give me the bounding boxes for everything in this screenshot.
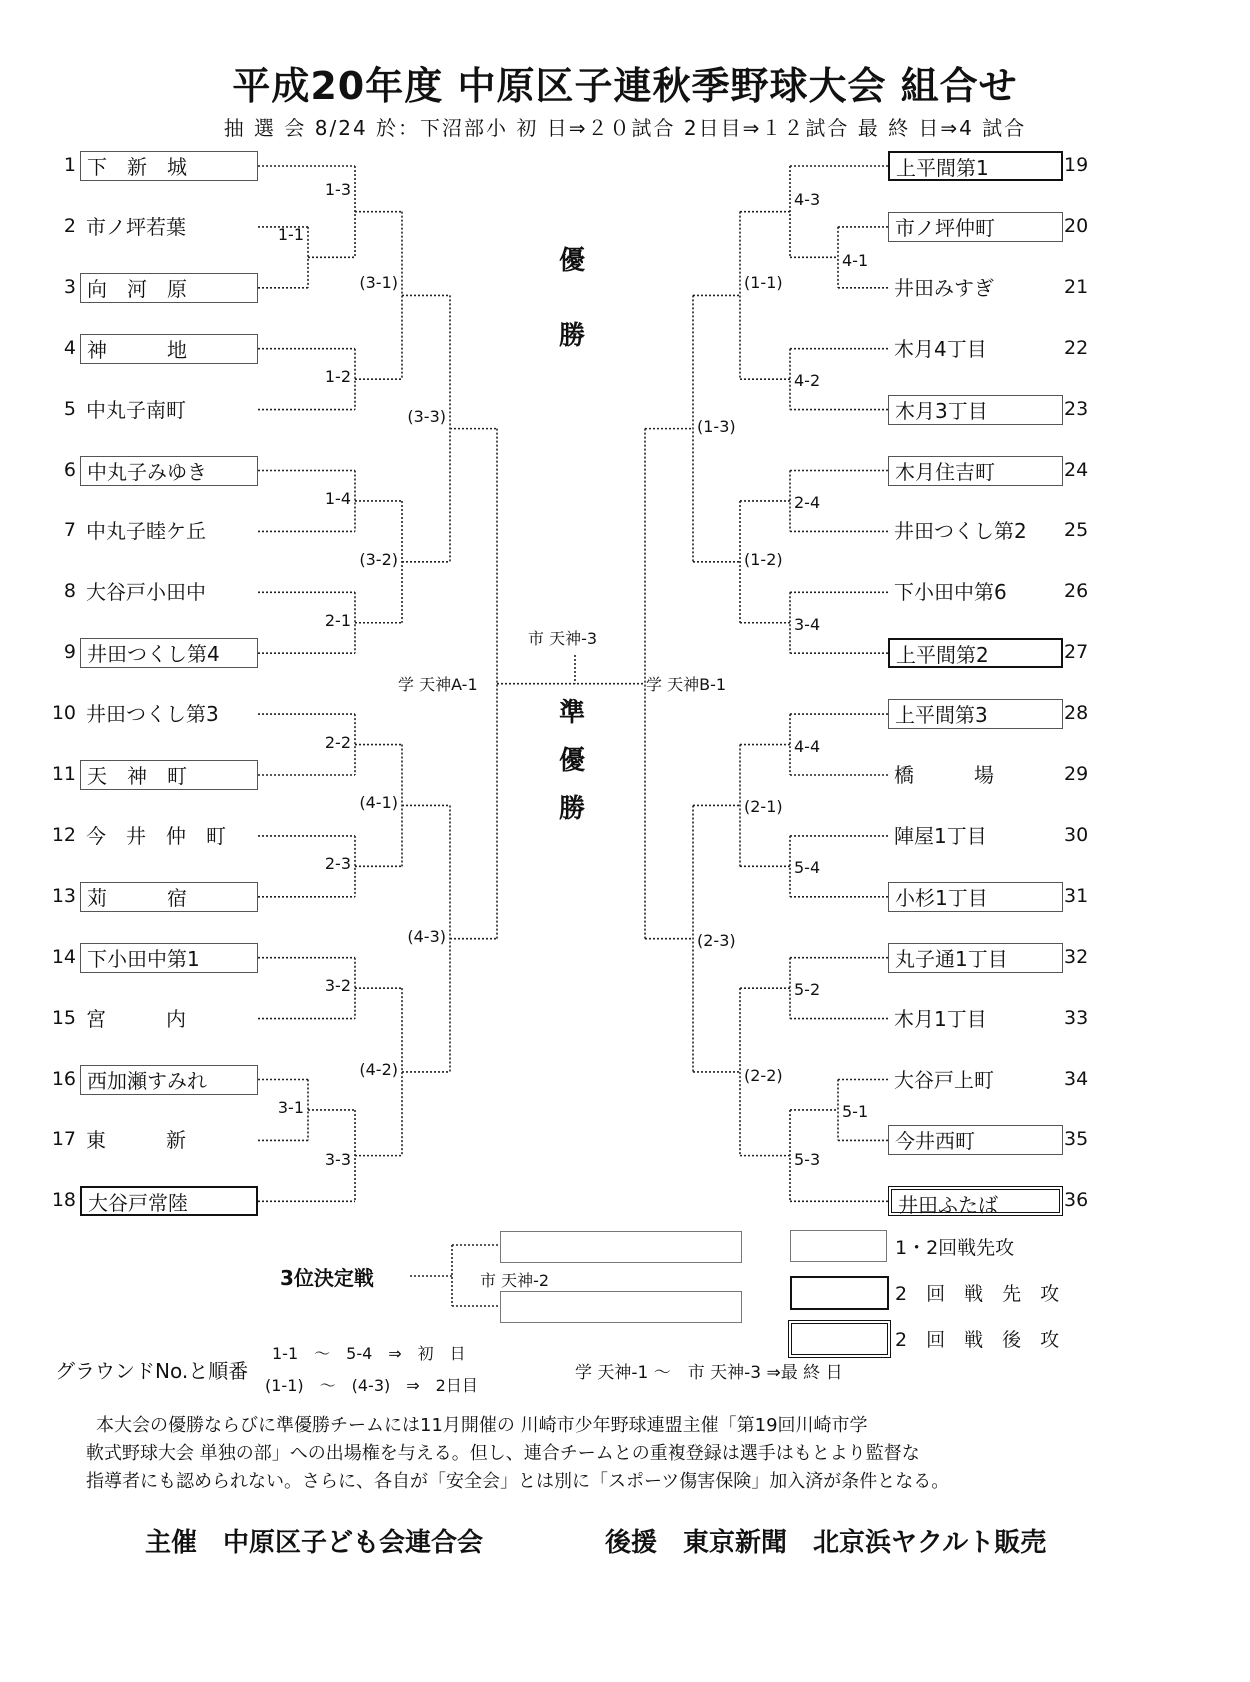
match-label: (1-1) [744, 273, 783, 293]
legend-box-bold [790, 1276, 889, 1310]
match-label: 5-3 [794, 1149, 821, 1169]
match-label: 4-3 [794, 189, 821, 209]
team-number: 10 [51, 702, 76, 725]
team-number: 5 [63, 397, 76, 420]
team-number: 3 [63, 275, 76, 298]
match-label: (2-1) [744, 797, 783, 817]
match-label: 1-3 [324, 179, 351, 199]
team-name-left: 大谷戸小田中 [86, 580, 206, 605]
match-label: (3-3) [407, 406, 446, 426]
ground-row-1: 1-1 〜 5-4 ⇒ 初 日 [272, 1344, 466, 1363]
ground-label: グラウンドNo.と順番 [55, 1359, 249, 1383]
team-name-left: 市ノ坪若葉 [86, 214, 186, 239]
team-number: 4 [63, 336, 76, 359]
left-semifinal-label: 学 天神A-1 [398, 675, 478, 694]
third-place-slot-top [500, 1231, 742, 1263]
team-number: 1 [63, 154, 76, 176]
team-number: 17 [51, 1128, 76, 1151]
team-number: 32 [1064, 945, 1089, 968]
notice-line-2: 軟式野球大会 単独の部」への出場権を与える。但し、連合チームとの重複登録は選手はもとより監督な [86, 1443, 920, 1464]
team-number: 11 [51, 763, 76, 785]
team-number: 33 [1064, 1006, 1089, 1029]
team-name-right: 木月4丁目 [894, 336, 987, 361]
team-name-right: 井田みすぎ [894, 275, 994, 300]
match-label: (2-3) [697, 930, 736, 950]
footer-sponsor: 後援 東京新聞 北京浜ヤクルト販売 [605, 1528, 1047, 1558]
team-name-right: 市ノ坪仲町 [888, 212, 1063, 242]
team-name-right: 下小田中第6 [894, 580, 1007, 605]
team-number: 28 [1064, 702, 1089, 725]
right-semifinal-label: 学 天神B-1 [646, 675, 727, 694]
team-number: 21 [1064, 275, 1089, 298]
team-name-right: 大谷戸上町 [894, 1067, 994, 1092]
team-name-right: 井田つくし第2 [894, 519, 1027, 544]
team-number: 34 [1064, 1067, 1089, 1090]
team-number: 23 [1064, 397, 1089, 420]
team-name-left: 苅 宿 [80, 882, 258, 912]
team-name-right: 橋 場 [894, 763, 994, 787]
match-label: 2-1 [324, 610, 351, 630]
ground-final: 学 天神-1 〜 市 天神-3 ⇒最 終 日 [575, 1363, 843, 1383]
legend-box-thin [790, 1230, 887, 1262]
match-label: 1-4 [324, 488, 351, 508]
third-place-slot-bottom [500, 1291, 742, 1323]
match-label: (1-3) [697, 416, 736, 436]
team-name-right: 小杉1丁目 [888, 882, 1063, 912]
runnerup-char-2: 優 [558, 746, 585, 776]
match-label: 4-1 [842, 251, 869, 271]
team-number: 2 [63, 214, 76, 237]
match-label: 3-4 [794, 614, 821, 634]
match-label: (3-2) [359, 549, 398, 569]
team-name-left: 神 地 [80, 334, 258, 364]
team-number: 16 [51, 1067, 76, 1090]
match-label: 5-2 [794, 980, 821, 1000]
team-name-right: 今井西町 [888, 1125, 1063, 1155]
match-label: (4-2) [359, 1059, 398, 1079]
team-number: 22 [1064, 336, 1089, 359]
team-number: 27 [1064, 641, 1089, 664]
team-name-right: 丸子通1丁目 [888, 943, 1063, 973]
draw-info: 抽 選 会 8/24 於：下沼部小 初 日⇒２０試合 2日目⇒１２試合 最 終 日⇒4 試合 [223, 116, 1027, 140]
match-label: (4-1) [359, 793, 398, 813]
team-name-left: 大谷戸常陸 [80, 1186, 258, 1216]
team-number: 14 [51, 945, 76, 968]
team-number: 6 [63, 458, 76, 481]
team-number: 13 [51, 884, 76, 907]
team-name-right: 上平間第1 [888, 151, 1063, 181]
match-label: 2-4 [794, 492, 821, 512]
page-title: 平成20年度 中原区子連秋季野球大会 組合せ [232, 64, 1018, 108]
runnerup-char-3: 勝 [558, 794, 585, 824]
match-label: 2-3 [324, 854, 351, 874]
team-name-right: 木月住吉町 [888, 456, 1063, 486]
team-name-left: 東 新 [86, 1128, 186, 1153]
match-label: (1-2) [744, 549, 783, 569]
team-name-left: 天 神 町 [80, 760, 258, 790]
team-name-left: 井田つくし第4 [80, 638, 258, 668]
team-name-left: 中丸子みゆき [80, 456, 258, 486]
match-label: 3-3 [324, 1149, 351, 1169]
champion-char-1: 優 [558, 246, 585, 276]
match-label: (4-3) [407, 926, 446, 946]
match-label: 4-4 [794, 736, 821, 756]
third-place-match: 市 天神-2 [480, 1271, 550, 1290]
team-name-right: 木月1丁目 [894, 1006, 987, 1031]
final-match-label: 市 天神-3 [528, 629, 598, 648]
team-name-left: 宮 内 [86, 1006, 186, 1031]
team-number: 9 [63, 641, 76, 664]
team-number: 26 [1064, 580, 1089, 603]
team-number: 7 [63, 519, 76, 542]
team-number: 20 [1064, 214, 1089, 237]
match-label: 1-2 [324, 367, 351, 387]
team-number: 29 [1064, 763, 1089, 785]
team-number: 15 [51, 1006, 76, 1029]
legend-box-double [788, 1320, 891, 1358]
team-name-left: 中丸子睦ケ丘 [86, 519, 206, 544]
ground-row-2: (1-1) 〜 (4-3) ⇒ 2日目 [265, 1376, 478, 1395]
team-name-left: 中丸子南町 [86, 397, 186, 422]
team-name-right: 木月3丁目 [888, 395, 1063, 425]
match-label: 3-1 [277, 1097, 304, 1117]
match-label: (2-2) [744, 1065, 783, 1085]
team-name-left: 井田つくし第3 [86, 702, 219, 727]
legend-text-3: 2 回 戦 後 攻 [895, 1329, 1060, 1351]
legend-text-1: 1・2回戦先攻 [895, 1237, 1015, 1259]
match-label: 5-4 [794, 858, 821, 878]
team-number: 30 [1064, 823, 1089, 846]
team-name-right: 陣屋1丁目 [894, 823, 987, 848]
team-number: 8 [63, 580, 76, 603]
runnerup-char-1: 準 [558, 698, 585, 728]
match-label: 2-2 [324, 732, 351, 752]
team-name-left: 今 井 仲 町 [86, 823, 226, 848]
notice-line-1: 本大会の優勝ならびに準優勝チームには11月開催の 川崎市少年野球連盟主催「第19回川崎市学 [96, 1415, 868, 1436]
team-name-right: 井田ふたば [888, 1186, 1063, 1216]
match-label: (3-1) [359, 273, 398, 293]
team-number: 25 [1064, 519, 1089, 542]
match-label: 5-1 [842, 1101, 869, 1121]
notice-line-3: 指導者にも認められない。さらに、各自が「安全会」とは別に「スポーツ傷害保険」加入済が条件となる。 [86, 1471, 950, 1492]
third-place-title: 3位決定戦 [280, 1266, 374, 1290]
team-name-left: 向 河 原 [80, 273, 258, 303]
match-label: 1-1 [277, 225, 304, 245]
team-name-left: 下小田中第1 [80, 943, 258, 973]
match-label: 4-2 [794, 371, 821, 391]
team-number: 31 [1064, 884, 1089, 907]
team-name-right: 上平間第2 [888, 638, 1063, 668]
champion-char-2: 勝 [558, 321, 585, 351]
match-label: 3-2 [324, 976, 351, 996]
footer-host: 主催 中原区子ども会連合会 [145, 1528, 484, 1558]
team-name-right: 上平間第3 [888, 699, 1063, 729]
team-number: 19 [1064, 154, 1089, 176]
team-number: 18 [51, 1189, 76, 1212]
legend-text-2: 2 回 戦 先 攻 [895, 1283, 1060, 1305]
team-number: 12 [51, 823, 76, 846]
team-number: 35 [1064, 1128, 1089, 1151]
team-name-left: 西加瀬すみれ [80, 1065, 258, 1095]
team-number: 24 [1064, 458, 1089, 481]
team-name-left: 下 新 城 [80, 151, 258, 181]
team-number: 36 [1064, 1189, 1089, 1212]
